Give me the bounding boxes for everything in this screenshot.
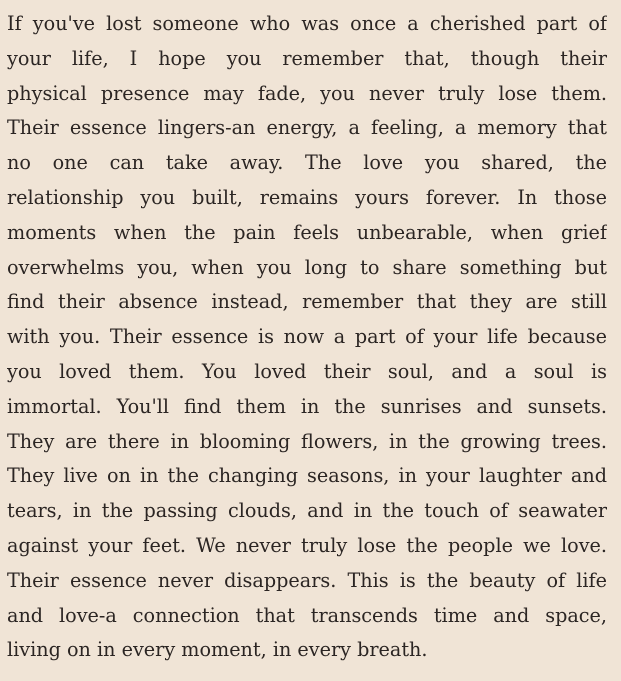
passage-line: no one can take away. The love you shared, the <box>7 151 607 175</box>
passage-line: tears, in the passing clouds, and in the touch of seawater <box>7 499 607 523</box>
passage-line: They live on in the changing seasons, in your laughter and <box>7 464 607 488</box>
passage-line: living on in every moment, in every breath. <box>7 638 428 662</box>
passage-line: you loved them. You loved their soul, and a soul is <box>7 359 607 383</box>
passage-line: They are there in blooming flowers, in the growing trees. <box>7 429 607 453</box>
passage-line: find their absence instead, remember that they are still <box>7 290 607 314</box>
passage <box>7 7 607 668</box>
passage-line: immortal. You'll find them in the sunrises and sunsets. <box>7 394 607 418</box>
passage-line: and love-a connection that transcends time and space, <box>7 603 607 627</box>
passage-line: If you've lost someone who was once a cherished part of <box>7 12 607 35</box>
passage-line: physical presence may fade, you never truly lose them. <box>7 81 607 105</box>
passage-line: moments when the pain feels unbearable, when grief <box>7 220 607 244</box>
passage-line: Their essence lingers-an energy, a feeling, a memory that <box>7 116 607 140</box>
passage-line: relationship you built, remains yours forever. In those <box>7 185 607 209</box>
passage-line: with you. Their essence is now a part of your life because <box>7 325 607 349</box>
passage-line: your life, I hope you remember that, though their <box>7 46 607 70</box>
passage-line: Their essence never disappears. This is the beauty of life <box>7 568 607 592</box>
passage-line: overwhelms you, when you long to share something but <box>7 255 607 279</box>
passage-line: against your feet. We never truly lose the people we love. <box>7 533 607 557</box>
